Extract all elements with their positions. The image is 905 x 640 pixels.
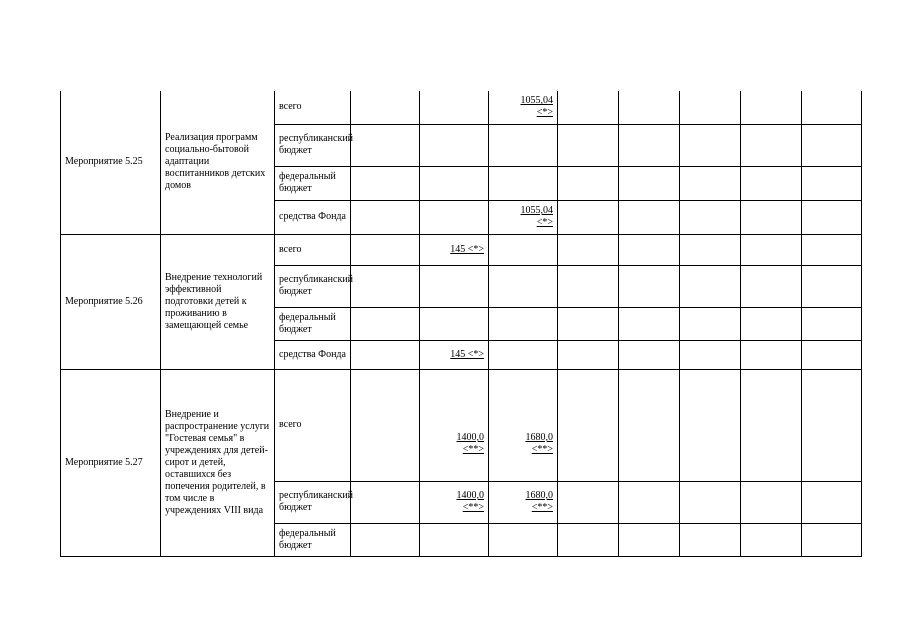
value-cell: [420, 234, 489, 265]
source-cell: [275, 124, 354, 166]
value-cell: [802, 200, 862, 234]
value-cell: [420, 340, 489, 369]
value-cell: [420, 166, 489, 200]
value-cell: [680, 523, 741, 556]
value-cell: [619, 481, 680, 523]
value-cell: [619, 200, 680, 234]
measure-cell: [61, 234, 161, 369]
value-cell: [489, 523, 558, 556]
source-cell: [275, 200, 351, 234]
source-cell: [275, 166, 351, 200]
value-cell: [802, 124, 862, 166]
value-cell: [420, 265, 489, 307]
value-cell: [420, 124, 489, 166]
value-cell: [351, 307, 420, 340]
source-label: всего: [279, 243, 302, 255]
value-cell: [558, 124, 619, 166]
value-cell: [619, 523, 680, 556]
value-cell: [680, 91, 741, 124]
value-cell: [680, 340, 741, 369]
value-amount: 1680,0: [525, 490, 553, 501]
value-cell: [741, 340, 802, 369]
source-label: федеральный бюджет: [279, 311, 336, 335]
value-cell: [558, 91, 619, 124]
description-cell: [161, 91, 275, 234]
value-cell: [420, 481, 489, 523]
value-cell: [351, 200, 420, 234]
source-cell: [275, 523, 351, 556]
value-cell: [741, 166, 802, 200]
footnote-marker: <**>: [531, 444, 553, 455]
source-label: республиканский бюджет: [279, 133, 354, 156]
value-cell: [558, 340, 619, 369]
footnote-marker: <*>: [536, 217, 553, 228]
value-cell: [680, 307, 741, 340]
measure-description: Реализация программ социально-бытовой адаптации воспитанников детских домов: [165, 132, 266, 192]
value-cell: [619, 166, 680, 200]
value-cell: [489, 307, 558, 340]
value-cell: [489, 369, 558, 481]
measure-cell: [61, 91, 161, 234]
measure-label: Мероприятие 5.27: [65, 456, 143, 468]
source-cell: [275, 265, 354, 307]
value-cell: [351, 234, 420, 265]
value-amount: 1055,04: [520, 205, 553, 216]
value-cell: [680, 166, 741, 200]
value-cell: [802, 91, 862, 124]
description-cell: [161, 234, 275, 369]
value-cell: [619, 124, 680, 166]
value-cell: [680, 369, 741, 481]
value-cell: [619, 369, 680, 481]
value-cell: [351, 166, 420, 200]
value-cell: [558, 200, 619, 234]
measure-label: Мероприятие 5.25: [65, 156, 143, 168]
value-cell: [619, 234, 680, 265]
source-label: средства Фонда: [279, 348, 346, 360]
value-cell: [680, 200, 741, 234]
value-cell: [351, 91, 420, 124]
value-amount: 1055,04: [520, 95, 553, 107]
source-label: всего: [279, 419, 302, 430]
value-cell: [420, 523, 489, 556]
source-label: федеральный бюджет: [279, 527, 336, 551]
value-cell: [558, 481, 619, 523]
value-cell: [351, 124, 420, 166]
footnote-marker: <*>: [536, 107, 553, 119]
value-cell: [741, 369, 802, 481]
value-cell: [619, 307, 680, 340]
value-cell: [420, 307, 489, 340]
table-row: [61, 234, 862, 265]
value-cell: [351, 481, 420, 523]
value-cell: [741, 91, 802, 124]
source-cell: [275, 369, 351, 481]
measure-description: Внедрение технологий эффективной подготовки детей к проживанию в замещающей семье: [165, 271, 263, 331]
table-row: [61, 369, 862, 481]
footnote-marker: <**>: [462, 502, 484, 513]
measure-description: Внедрение и распространение услуги "Гостевая семья" в учреждениях для детей-сирот и детей, оставшихся без попечения родителей, в том числе в учреждениях VIII вида: [165, 408, 270, 516]
value-cell: [420, 91, 489, 124]
value-cell: [741, 481, 802, 523]
value-cell: [489, 340, 558, 369]
value-cell: [558, 265, 619, 307]
value-cell: [558, 523, 619, 556]
footnote-marker: <**>: [462, 444, 484, 455]
value-cell: [351, 369, 420, 481]
source-cell: [275, 234, 351, 265]
source-cell: [275, 307, 351, 340]
value-cell: [680, 265, 741, 307]
value-cell: [351, 265, 420, 307]
source-label: республиканский бюджет: [279, 274, 354, 297]
value-cell: [420, 200, 489, 234]
value-cell: [802, 166, 862, 200]
value-cell: [680, 481, 741, 523]
source-cell: [275, 340, 351, 369]
value-cell: [741, 124, 802, 166]
value-cell: [420, 369, 489, 481]
budget-table: [60, 91, 862, 557]
value-cell: [802, 340, 862, 369]
value-cell: [489, 166, 558, 200]
description-cell: [161, 369, 275, 556]
value-cell: [741, 523, 802, 556]
value-cell: [489, 124, 558, 166]
value-cell: [680, 234, 741, 265]
value-cell: [351, 340, 420, 369]
value-amount: 1680,0: [525, 432, 553, 443]
value-cell: [489, 481, 558, 523]
value-cell: [802, 481, 862, 523]
footnote-marker: <**>: [531, 502, 553, 513]
value-cell: [489, 200, 558, 234]
value-amount: 145 <*>: [450, 243, 484, 255]
source-cell: [275, 481, 354, 523]
value-amount: 145 <*>: [450, 348, 484, 360]
measure-cell: [61, 369, 161, 556]
value-cell: [351, 523, 420, 556]
value-cell: [558, 369, 619, 481]
value-cell: [489, 234, 558, 265]
value-cell: [802, 369, 862, 481]
source-label: федеральный бюджет: [279, 171, 336, 194]
value-cell: [741, 307, 802, 340]
value-cell: [619, 265, 680, 307]
source-label: республиканский бюджет: [279, 490, 354, 513]
value-cell: [741, 265, 802, 307]
value-cell: [558, 307, 619, 340]
value-cell: [741, 200, 802, 234]
value-cell: [802, 523, 862, 556]
source-label: средства Фонда: [279, 211, 346, 222]
source-label: всего: [279, 101, 302, 113]
value-amount: 1400,0: [456, 432, 484, 443]
value-amount: 1400,0: [456, 490, 484, 501]
value-cell: [558, 234, 619, 265]
value-cell: [802, 234, 862, 265]
value-cell: [680, 124, 741, 166]
value-cell: [802, 307, 862, 340]
value-cell: [619, 340, 680, 369]
table-row: [61, 91, 862, 124]
measure-label: Мероприятие 5.26: [65, 295, 143, 307]
value-cell: [741, 234, 802, 265]
value-cell: [802, 265, 862, 307]
value-cell: [489, 265, 558, 307]
value-cell: [619, 91, 680, 124]
value-cell: [489, 91, 558, 124]
value-cell: [558, 166, 619, 200]
source-cell: [275, 91, 351, 124]
